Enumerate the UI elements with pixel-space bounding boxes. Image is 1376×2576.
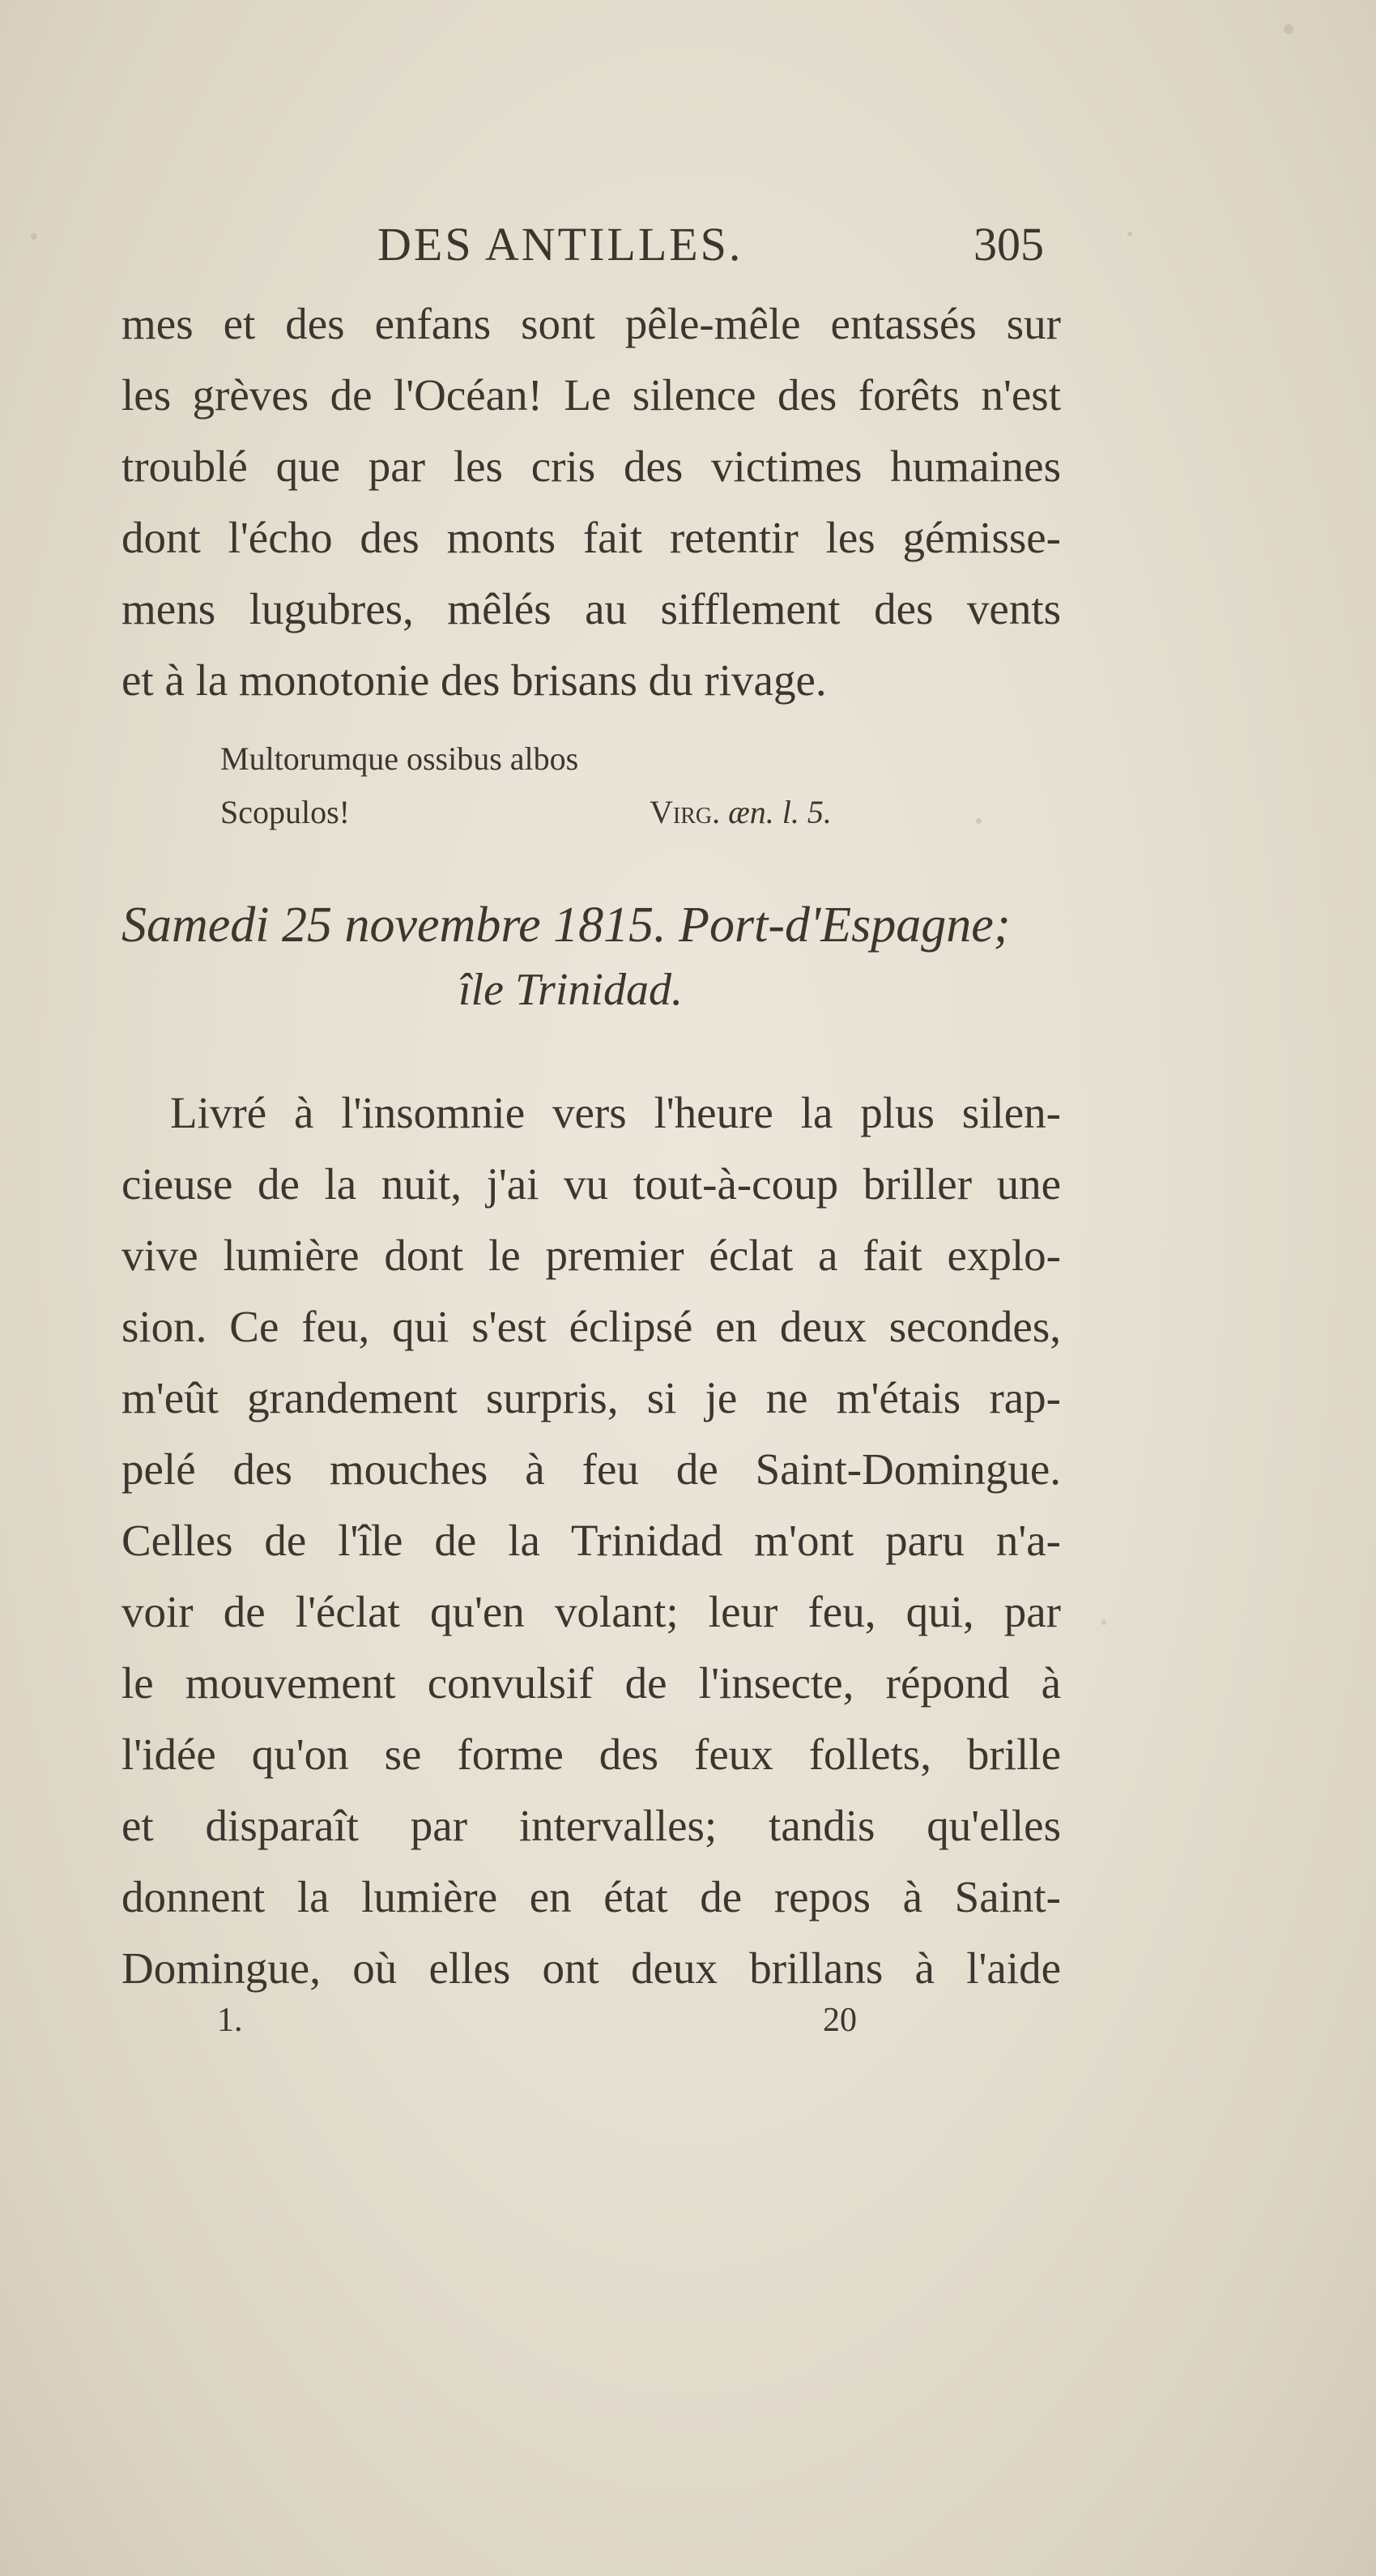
text-line: Celles de l'île de la Trinidad m'ont paru n'a- [121, 1516, 1061, 1565]
citation-author: Virg. [650, 794, 721, 830]
paper-foxing-spot [1284, 24, 1293, 34]
text-line: pelé des mouches à feu de Saint-Domingue. [121, 1444, 1061, 1494]
paper-foxing-spot [976, 818, 982, 824]
text-line: sion. Ce feu, qui s'est éclipsé en deux secondes, [121, 1302, 1061, 1351]
text-line: et disparaît par intervalles; tandis qu'elles [121, 1801, 1061, 1850]
date-heading-location: île Trinidad. [458, 965, 683, 1015]
text-line: m'eût grandement surpris, si je ne m'étais rap- [121, 1373, 1061, 1422]
text-line: dont l'écho des monts fait retentir les gémisse- [121, 513, 1061, 562]
text-line: voir de l'éclat qu'en volant; leur feu, qui, par [121, 1587, 1061, 1636]
sheet-number: 20 [823, 2002, 857, 2039]
quotation-line: Scopulos! [220, 794, 350, 830]
running-head [0, 217, 1376, 282]
text-line: vive lumière dont le premier éclat a fait explo- [121, 1230, 1061, 1280]
text-line: troublé que par les cris des victimes humaines [121, 441, 1061, 491]
text-line: les grèves de l'Océan! Le silence des forêts n'est [121, 370, 1061, 420]
paper-foxing-spot [1127, 232, 1132, 237]
text-line: mens lugubres, mêlés au sifflement des vents [121, 584, 1061, 633]
text-line: et à la monotonie des brisans du rivage. [121, 655, 827, 705]
volume-signature: 1. [217, 2002, 243, 2039]
text-line: donnent la lumière en état de repos à Saint- [121, 1872, 1061, 1921]
citation-work: æn. l. 5. [728, 794, 832, 830]
quotation-citation [650, 792, 832, 833]
text-line: l'idée qu'on se forme des feux follets, brille [121, 1729, 1061, 1779]
date-heading-line: Samedi 25 novembre 1815. Port-d'Espagne; [121, 898, 1011, 953]
quotation-line: Multorumque ossibus albos [220, 740, 579, 777]
text-line: cieuse de la nuit, j'ai vu tout-à-coup briller une [121, 1159, 1061, 1209]
text-line: le mouvement convulsif de l'insecte, répond à [121, 1658, 1061, 1708]
paper-foxing-spot [1101, 1620, 1106, 1625]
text-line: mes et des enfans sont pêle-mêle entassés sur [121, 299, 1061, 348]
text-line: Livré à l'insomnie vers l'heure la plus silen- [170, 1088, 1061, 1137]
paper-foxing-spot [31, 233, 37, 240]
text-line: Domingue, où elles ont deux brillans à l'aide [121, 1943, 1061, 1993]
running-title: DES ANTILLES. [377, 218, 743, 271]
page-number: 305 [973, 218, 1044, 271]
